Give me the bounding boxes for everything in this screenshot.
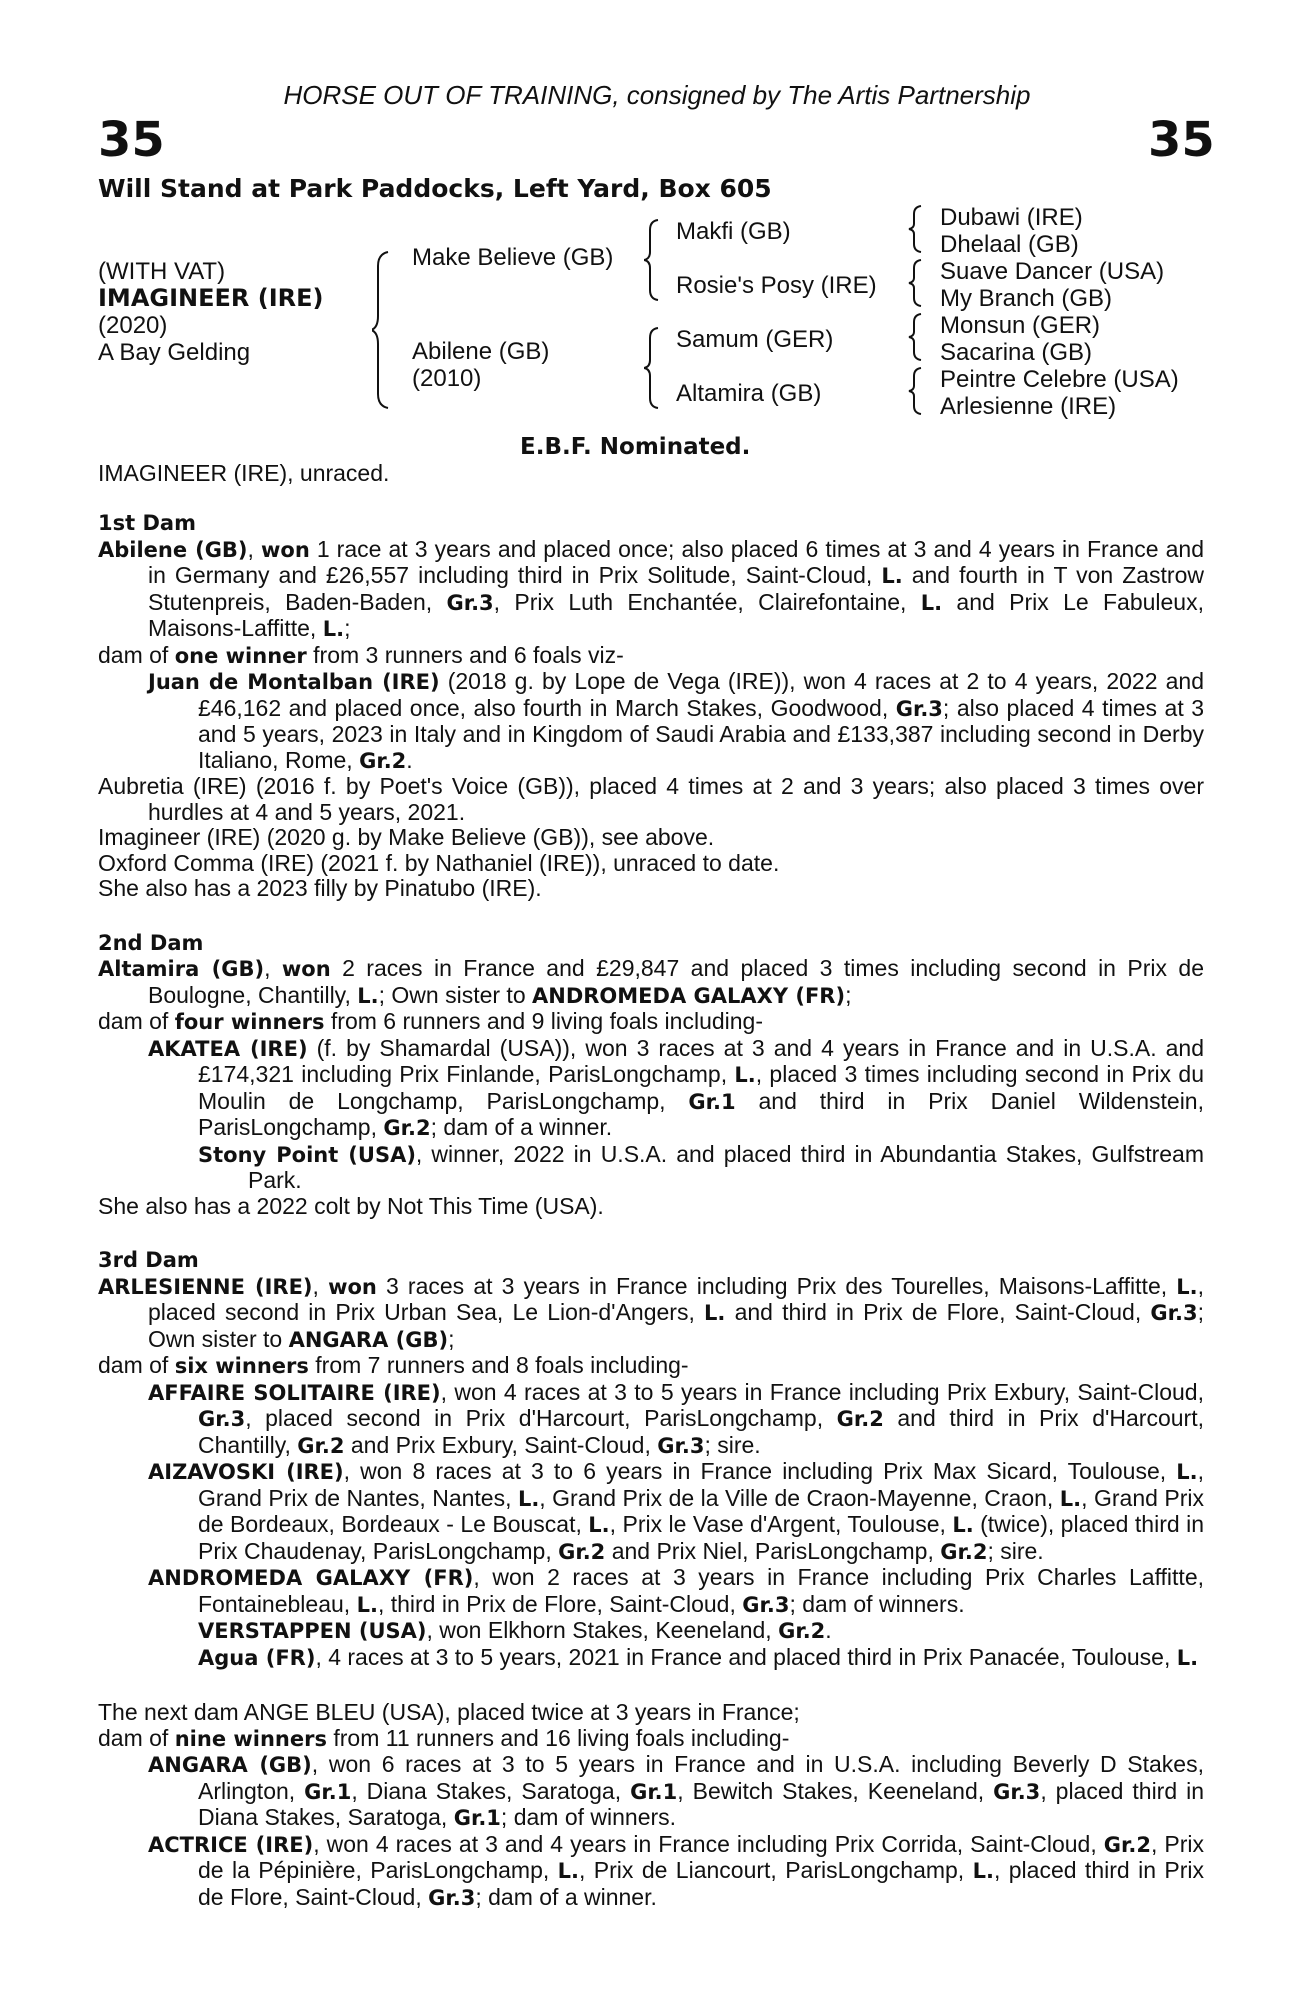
entry-text: (twice), placed third in Prix Chaudenay, ParisLongchamp, [198,1511,1204,1564]
entry-text: (f. by Shamardal (USA)), won 3 races at 3 and 4 years in France and in U.S.A. and £174,321 including Prix Finlande, ParisLongchamp, [198,1034,1205,1087]
entry-text: , Grand Prix de Bordeaux, Bordeaux - Le Bouscat, [198,1484,1204,1537]
bold-text: L. [920,590,943,615]
stand-location: Will Stand at Park Paddocks, Left Yard, Box 605 [98,174,772,203]
pedigree-brace-ggp-3 [908,312,924,362]
pedigree-entry [98,1752,1204,1832]
pedigree-entry [98,1036,1204,1142]
bold-text: Gr.3 [1150,1301,1198,1325]
entry-text: (2018 g. by Lope de Vega (IRE)), won 4 races at 2 to 4 years, 2022 and £46,162 and placed once, also fourth in March Stakes, Goodwood, [198,668,1204,721]
pedigree-entry [98,1726,1204,1753]
entry-text: She also has a 2023 filly by Pinatubo (IRE). [98,875,542,901]
entry-text: dam of [98,1008,175,1034]
entry-text: ; dam of a winner. [430,1114,613,1140]
pedigree-entry [98,1009,1204,1036]
entry-text: ; dam of winners. [500,1804,677,1830]
bold-text: ACTRICE (IRE) [148,1832,314,1857]
pedigree-entry [98,876,1204,902]
entry-text: , Diana Stakes, Saratoga, [351,1777,631,1804]
entry-text: 1 race at 3 years and placed once; also placed 6 times at 3 and 4 years in France and in Germany and £26,557 including third in Prix Solitude, Saint-Cloud, [148,535,1205,588]
bold-text: Gr.3 [742,1592,790,1617]
bold-text: Gr.2 [836,1407,884,1431]
bold-text: nine winners [174,1726,327,1751]
dam-section [98,511,1204,902]
entry-text: and third in Prix d'Harcourt, Chantilly, [198,1405,1204,1458]
bold-text: L. [356,1592,378,1617]
entry-text: , [247,535,261,562]
entry-text: from 6 runners and 9 living foals including- [324,1008,764,1034]
entry-text: , won 6 races at 3 to 5 years in France and in U.S.A. including Beverly D Stakes, Arlington, [198,1751,1204,1804]
bold-text: Gr.3 [895,696,943,721]
entry-text: 2 races in France and £29,847 and placed 3 times including second in Prix de Boulogne, Chantilly, [148,955,1205,1008]
entry-text: , Prix de Liancourt, ParisLongchamp, [579,1857,973,1883]
bold-text: four winners [174,1010,325,1034]
horse-name: IMAGINEER (IRE) [98,284,324,312]
bold-text: Gr.2 [383,1116,431,1140]
entry-text: dam of [98,1352,175,1378]
pedigree-entry [98,1194,1204,1220]
section-heading: 3rd Dam [98,1248,199,1272]
entry-text: and third in Prix Daniel Wildenstein, ParisLongchamp, [198,1087,1204,1140]
pedigree-dam: Abilene (GB) [412,338,550,365]
entry-text: , Bewitch Stakes, Keeneland, [677,1777,994,1804]
bold-text: Gr.2 [558,1539,606,1564]
bold-text: Gr.3 [428,1885,476,1910]
bold-text: six winners [174,1354,309,1378]
bold-text: ANGARA (GB) [148,1753,312,1777]
bold-text: Stony Point (USA) [198,1142,416,1167]
entry-text: , won 8 races at 3 to 6 years in France including Prix Max Sicard, Toulouse, [343,1458,1177,1484]
bold-text: L. [704,1301,726,1325]
entry-text: The next dam ANGE BLEU (USA), placed twice at 3 years in France; [98,1699,800,1725]
entry-text: ; sire. [704,1431,761,1458]
bold-text: Gr.1 [630,1779,678,1804]
entry-text: , won 2 races at 3 years in France including Prix Charles Laffitte, Fontainebleau, [198,1564,1205,1617]
pedigree-entry [98,1618,1204,1645]
bold-text: Juan de Montalban (IRE) [148,670,440,694]
bold-text: AFFAIRE SOLITAIRE (IRE) [148,1380,441,1405]
entry-text: . [825,1617,832,1643]
pedigree-brace-dam [644,326,662,410]
pedigree-sire: Make Believe (GB) [412,244,614,271]
bold-text: won [281,957,331,981]
entry-text: Aubretia (IRE) (2016 f. by Poet's Voice (GB)), placed 4 times at 2 and 3 years; also placed 3 times over hurdles at 4 and 5 years, 2021. [98,773,1204,825]
entry-text: Oxford Comma (IRE) (2021 f. by Nathaniel (IRE)), unraced to date. [98,849,780,876]
pedigree-brace-sire [644,218,662,302]
entry-text: , third in Prix de Flore, Saint-Cloud, [377,1590,743,1617]
entry-text: , won Elkhorn Stakes, Keeneland, [426,1617,779,1643]
entry-text: dam of [98,1724,175,1751]
bold-text: Gr.1 [304,1779,352,1804]
pedigree-brace-ggp-1 [908,204,924,254]
pedigree-great-grandparent: Dubawi (IRE) [940,204,1083,231]
bold-text: Gr.2 [940,1539,988,1564]
entry-text: , placed 3 times including second in Prix du Moulin de Longchamp, ParisLongchamp, [198,1061,1205,1114]
entry-text: . [406,746,413,773]
vat-label: (WITH VAT) [98,258,226,285]
entry-text: ; Own sister to [148,1299,1204,1352]
bold-text: Gr.2 [297,1433,345,1458]
horse-description: A Bay Gelding [98,339,251,366]
pedigree-entry [98,1142,1204,1194]
entry-text: , winner, 2022 in U.S.A. and placed third in Abundantia Stakes, Gulfstream Park. [248,1140,1204,1193]
entry-text: , placed third in Prix de Flore, Saint-Cloud, [198,1857,1204,1910]
pedigree-entry [98,1380,1204,1460]
entry-text: from 11 runners and 16 living foals including- [326,1724,790,1751]
bold-text: L. [1176,1274,1198,1299]
bold-text: AKATEA (IRE) [148,1036,308,1061]
pedigree-brace-ggp-2 [908,258,924,308]
entry-text: 3 races at 3 years in France including Prix des Tourelles, Maisons-Laffitte, [376,1272,1177,1299]
horse-year: (2020) [98,312,168,339]
pedigree-entry [98,1645,1204,1672]
entry-text: and third in Prix de Flore, Saint-Cloud, [725,1299,1151,1325]
bold-text: Gr.3 [993,1779,1041,1804]
pedigree-entry [98,1700,1204,1726]
entry-text: , placed third in Diana Stakes, Saratoga, [198,1777,1204,1830]
pedigree-entry [98,1832,1204,1912]
ebf-nominated: E.B.F. Nominated. [520,434,751,460]
entry-text: and Prix Le Fabuleux, Maisons-Laffitte, [148,588,1204,641]
pedigree-grandparent: Altamira (GB) [676,380,822,407]
section-heading: 2nd Dam [98,930,204,955]
pedigree-great-grandparent: Arlesienne (IRE) [940,393,1117,420]
entry-text: ; [845,981,852,1008]
dam-sections [98,511,1204,1940]
entry-text: Imagineer (IRE) (2020 g. by Make Believe (GB)), see above. [98,824,715,850]
entry-text: ; [448,1325,455,1352]
entry-text: ; [344,615,351,641]
dam-section [98,931,1204,1220]
pedigree-entry [98,669,1204,774]
section-heading: 1st Dam [98,511,196,535]
entry-text: She also has a 2022 colt by Not This Time (USA). [98,1192,604,1219]
entry-text: dam of [98,641,175,668]
entry-text: , won 4 races at 3 and 4 years in France including Prix Corrida, Saint-Cloud, [313,1830,1104,1857]
race-record-summary: IMAGINEER (IRE), unraced. [98,460,390,486]
entry-text: , [312,1272,329,1299]
dam-section [98,1248,1204,1671]
bold-text: Gr.3 [657,1433,705,1458]
pedigree-entry [98,774,1204,825]
pedigree-great-grandparent: Sacarina (GB) [940,339,1093,366]
bold-text: ANDROMEDA GALAXY (FR) [148,1566,474,1590]
bold-text: L. [357,983,379,1008]
entry-text: , Prix le Vase d'Argent, Toulouse, [609,1511,953,1537]
entry-text: , placed second in Prix Urban Sea, Le Lion-d'Angers, [148,1272,1205,1325]
bold-text: VERSTAPPEN (USA) [198,1619,427,1643]
bold-text: ARLESIENNE (IRE) [98,1274,313,1299]
bold-text: L. [881,564,903,588]
entry-text: , Grand Prix de la Ville de Craon-Mayenne, Craon, [539,1484,1060,1511]
bold-text: L. [517,1486,540,1511]
bold-text: Altamira (GB) [98,957,265,981]
entry-text: , 4 races at 3 to 5 years, 2021 in France and placed third in Prix Panacée, Toulouse, [315,1643,1177,1670]
bold-text: L. [952,1513,974,1537]
pedigree-entry [98,643,1204,670]
bold-text: L. [1176,1460,1198,1484]
entry-text: ; also placed 4 times at 3 and 5 years, 2023 in Italy and in Kingdom of Saudi Arabia and £133,387 including second in Derby Italiano, Rome, [198,694,1204,773]
pedigree-grandparent: Rosie's Posy (IRE) [676,272,877,299]
bold-text: L. [557,1859,580,1883]
lot-number-right: 35 [1148,112,1215,168]
entry-text: , Grand Prix de Nantes, Nantes, [198,1458,1204,1511]
entry-text: ; dam of winners. [789,1590,965,1617]
bold-text: Agua (FR) [198,1645,316,1670]
pedigree-brace-parents [372,250,392,410]
pedigree-brace-ggp-4 [908,366,924,416]
bold-text: Gr.1 [453,1806,501,1830]
bold-text: ANGARA (GB) [288,1327,449,1352]
pedigree-great-grandparent: Suave Dancer (USA) [940,258,1165,285]
bold-text: L. [1059,1486,1082,1511]
bold-text: won [261,537,310,562]
bold-text: won [328,1274,377,1299]
pedigree-great-grandparent: Dhelaal (GB) [940,231,1079,258]
bold-text: L. [588,1513,610,1537]
entry-text: ; dam of a winner. [475,1883,657,1910]
entry-text: from 7 runners and 8 foals including- [308,1352,689,1378]
consignment-header: HORSE OUT OF TRAINING, consigned by The Artis Partnership [283,80,1031,110]
entry-text: from 3 runners and 6 foals viz- [306,641,624,668]
entry-text: , Prix de la Pépinière, ParisLongchamp, [198,1830,1204,1883]
entry-text: , placed second in Prix d'Harcourt, ParisLongchamp, [245,1405,837,1431]
dam-section [98,1700,1204,1911]
pedigree-entry [98,1274,1204,1354]
bold-text: Gr.1 [688,1089,736,1114]
pedigree-entry [98,1459,1204,1565]
bold-text: ANDROMEDA GALAXY (FR) [532,983,846,1008]
bold-text: Gr.2 [778,1619,826,1643]
entry-text: and Prix Niel, ParisLongchamp, [605,1537,941,1564]
pedigree-great-grandparent: My Branch (GB) [940,285,1113,312]
pedigree-entry [98,851,1204,877]
bold-text: Gr.3 [198,1407,246,1431]
entry-text: ; Own sister to [378,981,532,1008]
entry-text: ; sire. [987,1537,1044,1564]
lot-number-left: 35 [98,112,165,168]
bold-text: one winner [174,643,307,668]
entry-text: , Prix Luth Enchantée, Clairefontaine, [493,588,921,615]
pedigree-great-grandparent: Monsun (GER) [940,312,1101,339]
bold-text: L. [734,1063,756,1087]
bold-text: L. [1176,1645,1199,1670]
entry-text: , won 4 races at 3 to 5 years in France including Prix Exbury, Saint-Cloud, [440,1378,1204,1405]
pedigree-grandparent: Makfi (GB) [676,218,791,245]
pedigree-entry [98,1353,1204,1380]
pedigree-entry [98,537,1204,643]
pedigree-entry [98,956,1204,1009]
bold-text: Abilene (GB) [98,537,248,562]
pedigree-grandparent: Samum (GER) [676,326,834,353]
entry-text: , [264,955,282,981]
bold-text: Gr.2 [1103,1832,1151,1857]
bold-text: L. [972,1859,994,1883]
bold-text: AIZAVOSKI (IRE) [148,1460,344,1484]
bold-text: Gr.3 [446,590,494,615]
pedigree-dam-year: (2010) [412,365,482,392]
entry-text: and fourth in T von Zastrow Stutenpreis, Baden-Baden, [148,562,1204,615]
pedigree-entry [98,825,1204,851]
bold-text: L. [322,617,345,641]
bold-text: Gr.2 [359,748,407,773]
entry-text: and Prix Exbury, Saint-Cloud, [344,1431,658,1458]
pedigree-entry [98,1565,1204,1618]
pedigree-great-grandparent: Peintre Celebre (USA) [940,366,1179,393]
